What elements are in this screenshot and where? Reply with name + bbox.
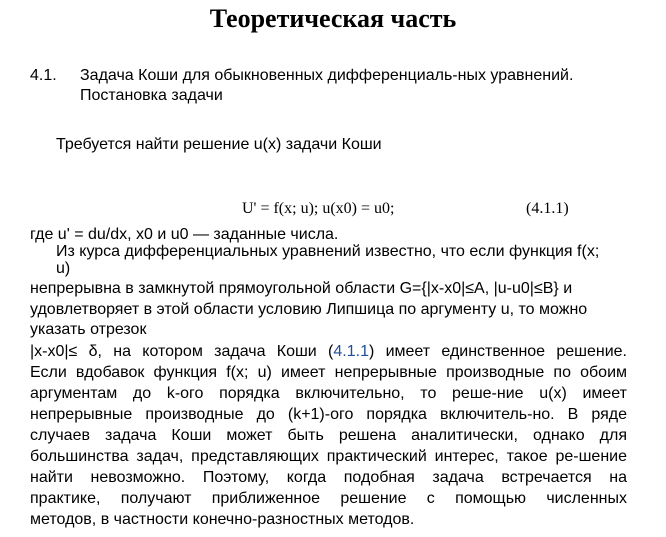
page-title: Теоретическая часть: [209, 4, 457, 33]
equation-number: (4.1.1): [526, 200, 569, 217]
paragraph-2-line-2: Если вдобавок функция f(x; u) имеет непрерывные производные по обоим: [30, 364, 627, 381]
intro-text: Требуется найти решение u(x) задачи Коши: [56, 136, 382, 153]
paragraph-1-line-5: указать отрезок: [30, 321, 147, 338]
paragraph-2-start: |x-x0|≤ δ, на котором задача Коши (: [30, 343, 334, 360]
paragraph-1-line-1: Из курса дифференциальных уравнений известно, что если функция f(x;: [56, 243, 600, 260]
paragraph-2-line-5: случаев задача Коши может быть решена аналитически, однако для: [30, 427, 627, 444]
paragraph-2-line-7: найти невозможно. Поэтому, когда подобная задача встречается на: [30, 469, 627, 486]
paragraph-2-line-3: аргументам до k-ого порядка включительно, то реше-ние u(x) имеет: [30, 385, 627, 402]
paragraph-1-line-4: удовлетворяет в этой области условию Липшица по аргументу u, то можно: [30, 301, 588, 318]
paragraph-2-line-8: практике, получают приближенное решение с помощью численных: [30, 490, 627, 507]
paragraph-1-line-2: u): [56, 260, 71, 277]
paragraph-2-line-9: методов, в частности конечно-разностных методов.: [30, 511, 415, 528]
equation-reference-link[interactable]: 4.1.1: [333, 343, 369, 360]
section-title-line-2: Постановка задачи: [80, 87, 223, 104]
where-line: где u' = du/dx, x0 и u0 — заданные числа.: [30, 226, 339, 243]
paragraph-1-line-3: непрерывна в замкнутой прямоугольной области G={|x-x0|≤A, |u-u0|≤B} и: [30, 280, 573, 297]
paragraph-2-line-6: большинства задач, представляющих практический интерес, такое ре-шение: [30, 448, 627, 465]
section-number: 4.1.: [30, 67, 57, 84]
cauchy-formula: [242, 199, 642, 219]
section-title-line-1: Задача Коши для обыкновенных дифференциаль-ных уравнений.: [80, 67, 574, 84]
paragraph-2-end: ) имеет единственное решение.: [368, 343, 628, 360]
paragraph-2-line-4: непрерывные производные до (k+1)-ого порядка включитель-но. В ряде: [30, 406, 627, 423]
section-title: [80, 66, 640, 106]
paragraph-2-line-1: [30, 341, 627, 362]
formula-text: U' = f(x; u); u(x0) = u0;: [242, 200, 395, 217]
